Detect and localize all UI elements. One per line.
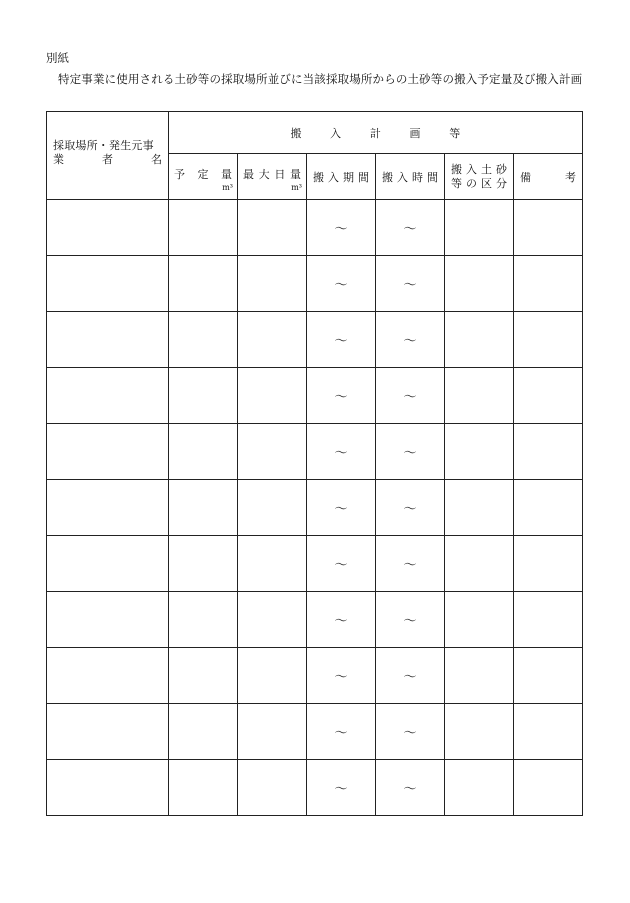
planned-quantity-cell[interactable] xyxy=(169,424,238,480)
header-char: 定 xyxy=(197,167,209,181)
planned-quantity-cell[interactable] xyxy=(169,592,238,648)
max-daily-quantity-cell[interactable] xyxy=(238,536,307,592)
remarks-cell[interactable] xyxy=(514,200,583,256)
import-time-cell[interactable]: ～ xyxy=(376,312,445,368)
import-plan-header xyxy=(169,112,583,154)
remarks-cell[interactable] xyxy=(514,760,583,816)
max-daily-quantity-cell[interactable] xyxy=(238,368,307,424)
table-row xyxy=(47,648,583,704)
header-char: 間 xyxy=(358,170,369,184)
remarks-cell[interactable] xyxy=(514,256,583,312)
import-period-cell[interactable]: ～ xyxy=(307,592,376,648)
import-time-cell[interactable]: ～ xyxy=(376,592,445,648)
import-period-cell[interactable]: ～ xyxy=(307,480,376,536)
import-period-cell[interactable]: ～ xyxy=(307,648,376,704)
max-daily-quantity-cell[interactable] xyxy=(238,424,307,480)
header-char: 考 xyxy=(565,170,576,184)
cubic-meter-unit: m³ xyxy=(222,183,233,192)
remarks-cell[interactable] xyxy=(514,424,583,480)
soil-category-cell[interactable] xyxy=(445,200,514,256)
planned-quantity-cell[interactable] xyxy=(169,368,238,424)
header-char: 名 xyxy=(151,153,162,166)
remarks-cell[interactable] xyxy=(514,536,583,592)
header-char: 間 xyxy=(427,170,438,184)
remarks-cell[interactable] xyxy=(514,480,583,536)
import-period-cell[interactable]: ～ xyxy=(307,424,376,480)
planned-quantity-cell[interactable] xyxy=(169,256,238,312)
max-daily-quantity-cell[interactable] xyxy=(238,256,307,312)
header-char: 搬 xyxy=(451,162,462,176)
cubic-meter-unit: m³ xyxy=(291,183,302,192)
max-daily-quantity-cell[interactable] xyxy=(238,480,307,536)
table-row xyxy=(47,704,583,760)
header-char: 搬 xyxy=(382,170,393,184)
source-name-cell[interactable] xyxy=(47,760,169,816)
import-time-cell[interactable]: ～ xyxy=(376,368,445,424)
header-char: 者 xyxy=(102,153,113,166)
import-time-cell[interactable]: ～ xyxy=(376,536,445,592)
planned-quantity-cell[interactable] xyxy=(169,200,238,256)
remarks-cell[interactable] xyxy=(514,704,583,760)
header-char: 入 xyxy=(328,170,339,184)
header-char: 搬 xyxy=(313,170,324,184)
planned-quantity-header xyxy=(169,154,238,200)
soil-category-cell[interactable] xyxy=(445,592,514,648)
source-name-cell[interactable] xyxy=(47,368,169,424)
header-char: 画 xyxy=(409,126,421,140)
table-row xyxy=(47,760,583,816)
planned-quantity-cell[interactable] xyxy=(169,760,238,816)
import-time-cell[interactable]: ～ xyxy=(376,760,445,816)
header-char: 分 xyxy=(496,176,507,190)
import-period-cell[interactable]: ～ xyxy=(307,312,376,368)
source-name-cell[interactable] xyxy=(47,592,169,648)
max-daily-quantity-cell[interactable] xyxy=(238,312,307,368)
planned-quantity-cell[interactable] xyxy=(169,536,238,592)
max-daily-quantity-cell[interactable] xyxy=(238,760,307,816)
header-char: 業 xyxy=(53,153,64,166)
header-char: 入 xyxy=(330,126,342,140)
import-period-cell[interactable]: ～ xyxy=(307,536,376,592)
source-name-cell[interactable] xyxy=(47,312,169,368)
header-char: 予 xyxy=(174,167,185,181)
import-time-cell[interactable]: ～ xyxy=(376,480,445,536)
header-char: 量 xyxy=(289,167,301,181)
source-name-cell[interactable] xyxy=(47,424,169,480)
table-row xyxy=(47,536,583,592)
source-name-cell[interactable] xyxy=(47,704,169,760)
source-name-cell[interactable] xyxy=(47,536,169,592)
table-row xyxy=(47,424,583,480)
table-row xyxy=(47,592,583,648)
max-daily-quantity-cell[interactable] xyxy=(238,648,307,704)
remarks-cell[interactable] xyxy=(514,592,583,648)
import-period-header xyxy=(307,154,376,200)
import-period-cell[interactable]: ～ xyxy=(307,760,376,816)
soil-category-cell[interactable] xyxy=(445,368,514,424)
soil-category-cell[interactable] xyxy=(445,760,514,816)
header-char: 備 xyxy=(520,170,531,184)
header-char: の xyxy=(466,176,477,190)
remarks-cell[interactable] xyxy=(514,312,583,368)
soil-category-header xyxy=(445,154,514,200)
header-char: 等 xyxy=(451,176,462,190)
source-name-header-line2 xyxy=(53,153,162,167)
source-name-header-line1: 採取場所・発生元事 xyxy=(53,139,154,152)
header-char: 入 xyxy=(397,170,408,184)
soil-category-cell[interactable] xyxy=(445,536,514,592)
table-row xyxy=(47,480,583,536)
table-row xyxy=(47,312,583,368)
header-char: 搬 xyxy=(290,126,302,140)
max-daily-quantity-cell[interactable] xyxy=(238,704,307,760)
import-time-cell[interactable]: ～ xyxy=(376,704,445,760)
import-time-cell[interactable]: ～ xyxy=(376,256,445,312)
remarks-cell[interactable] xyxy=(514,368,583,424)
header-char: 大 xyxy=(258,167,270,181)
header-char: 砂 xyxy=(496,162,507,176)
header-char: 時 xyxy=(412,170,423,184)
import-period-cell[interactable]: ～ xyxy=(307,200,376,256)
remarks-header xyxy=(514,154,583,200)
table-row xyxy=(47,368,583,424)
import-time-header xyxy=(376,154,445,200)
soil-category-cell[interactable] xyxy=(445,312,514,368)
header-char: 期 xyxy=(343,170,354,184)
import-time-cell[interactable]: ～ xyxy=(376,424,445,480)
source-name-cell[interactable] xyxy=(47,648,169,704)
planned-quantity-cell[interactable] xyxy=(169,648,238,704)
header-char: 入 xyxy=(466,162,477,176)
header-char: 量 xyxy=(221,167,232,181)
header-char: 計 xyxy=(369,126,382,140)
source-name-cell[interactable] xyxy=(47,480,169,536)
planned-quantity-cell[interactable] xyxy=(169,312,238,368)
soil-category-cell[interactable] xyxy=(445,424,514,480)
soil-category-cell[interactable] xyxy=(445,648,514,704)
planned-quantity-cell[interactable] xyxy=(169,704,238,760)
source-name-cell[interactable] xyxy=(47,200,169,256)
import-period-cell[interactable]: ～ xyxy=(307,256,376,312)
max-daily-quantity-cell[interactable] xyxy=(238,592,307,648)
table-row xyxy=(47,200,583,256)
soil-import-plan-table xyxy=(46,111,583,816)
header-char: 日 xyxy=(274,167,286,181)
header-char: 最 xyxy=(243,167,254,181)
import-time-cell[interactable]: ～ xyxy=(376,200,445,256)
form-description: 特定事業に使用される土砂等の採取場所並びに当該採取場所からの土砂等の搬入予定量及び搬入計画 xyxy=(58,72,583,86)
soil-category-cell[interactable] xyxy=(445,704,514,760)
soil-category-cell[interactable] xyxy=(445,256,514,312)
import-period-cell[interactable]: ～ xyxy=(307,368,376,424)
table-row xyxy=(47,256,583,312)
planned-quantity-cell[interactable] xyxy=(169,480,238,536)
remarks-cell[interactable] xyxy=(514,648,583,704)
source-name-header xyxy=(47,112,169,200)
import-time-cell[interactable]: ～ xyxy=(376,648,445,704)
import-period-cell[interactable]: ～ xyxy=(307,704,376,760)
max-daily-quantity-header xyxy=(238,154,307,200)
header-char: 土 xyxy=(481,162,492,176)
soil-category-cell[interactable] xyxy=(445,480,514,536)
source-name-cell[interactable] xyxy=(47,256,169,312)
attachment-label: 別紙 xyxy=(46,51,69,65)
header-char: 等 xyxy=(449,126,461,140)
max-daily-quantity-cell[interactable] xyxy=(238,200,307,256)
header-char: 区 xyxy=(481,176,492,190)
